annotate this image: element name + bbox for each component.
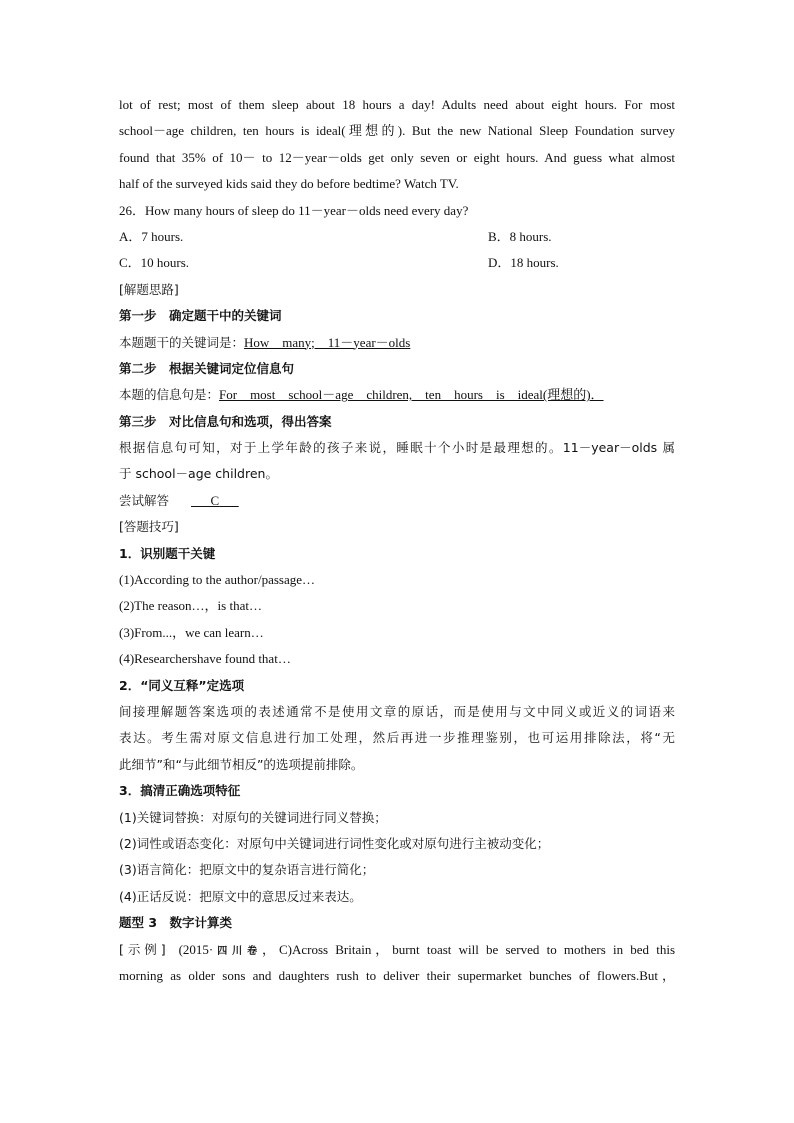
question-26: 26．How many hours of sleep do 11－year－olds need every day? <box>119 202 469 218</box>
tip1-item: (2)The reason…，is that… <box>119 598 262 614</box>
try-answer: C <box>210 492 220 508</box>
tip3-item: (3)语言简化：把原文中的复杂语言进行简化； <box>119 862 375 878</box>
example-text: ，C)Across Britain，burnt toast will be served to mothers in bed this <box>262 941 675 957</box>
step1-keywords: How many; 11－year－olds <box>244 334 411 350</box>
step2-sentence: For most school－age children, ten hours is ideal(理想的)． <box>219 387 604 403</box>
option-d: D．18 hours. <box>488 255 559 271</box>
tip2-text: 间接理解题答案选项的表述通常不是使用文章的原话，而是使用与文中同义或近义的词语来 <box>119 703 675 719</box>
type3-title: 题型 3 数字计算类 <box>119 915 233 931</box>
tips-heading: [答题技巧] <box>119 519 179 535</box>
step3-text: 于 school－age children。 <box>119 466 278 482</box>
step1-prefix: 本题题干的关键词是： <box>119 334 245 350</box>
try-answer-line <box>119 488 675 514</box>
step3-title: 第三步 对比信息句和选项，得出答案 <box>119 413 332 429</box>
passage-line: school－age children, ten hours is ideal(理想的). But the new National Sleep Foundation survey <box>119 123 675 139</box>
step1-line <box>119 330 675 356</box>
tip3-item: (4)正话反说：把原文中的意思反过来表达。 <box>119 888 362 904</box>
example-source: 四川卷 <box>213 945 263 957</box>
options-row-2 <box>119 250 675 276</box>
option-b: B．8 hours. <box>488 228 552 244</box>
page-content <box>119 92 675 989</box>
tip2-title: 2．“同义互释”定选项 <box>119 677 245 693</box>
option-c: C．10 hours. <box>119 255 190 271</box>
passage-line: half of the surveyed kids said they do before bedtime? Watch TV. <box>119 176 459 192</box>
tip3-item: (1)关键词替换：对原句的关键词进行同义替换； <box>119 809 387 825</box>
tip3-item: (2)词性或语态变化：对原句中关键词进行词性变化或对原句进行主被动变化； <box>119 835 550 851</box>
step2-prefix: 本题的信息句是： <box>119 387 220 403</box>
tip1-item: (3)From...，we can learn… <box>119 624 264 640</box>
step2-line <box>119 382 675 408</box>
example-line-2: morning as older sons and daughters rush to deliver their supermarket bunches of flowers.But， <box>119 967 675 983</box>
example-line <box>119 937 675 963</box>
step2-title: 第二步 根据关键词定位信息句 <box>119 360 295 376</box>
analysis-heading: [解题思路] <box>119 281 179 297</box>
step3-text: 根据信息句可知，对于上学年龄的孩子来说，睡眠十个小时是最理想的。11－year－olds 属 <box>119 440 675 456</box>
option-a: A．7 hours. <box>119 228 184 244</box>
tip1-item: (4)Researchershave found that… <box>119 651 291 667</box>
tip2-text: 表达。考生需对原文信息进行加工处理，然后再进一步推理鉴别，也可运用排除法，将“无 <box>119 730 675 746</box>
passage-line: lot of rest; most of them sleep about 18 hours a day! Adults need about eight hours. For most <box>119 97 675 112</box>
passage-line: found that 35% of 10－ to 12－year－olds get only seven or eight hours. And guess what almost <box>119 149 675 165</box>
tip1-title: 1．识别题干关键 <box>119 545 216 561</box>
example-label: [示例] <box>119 941 166 957</box>
try-label: 尝试解答 <box>119 492 170 508</box>
tip1-item: (1)According to the author/passage… <box>119 572 316 588</box>
tip2-text: 此细节”和“与此细节相反”的选项提前排除。 <box>119 756 364 772</box>
step1-title: 第一步 确定题干中的关键词 <box>119 308 282 324</box>
example-year: (2015· <box>178 941 214 957</box>
options-row-1 <box>119 224 675 250</box>
tip3-title: 3．搞清正确选项特征 <box>119 783 241 799</box>
